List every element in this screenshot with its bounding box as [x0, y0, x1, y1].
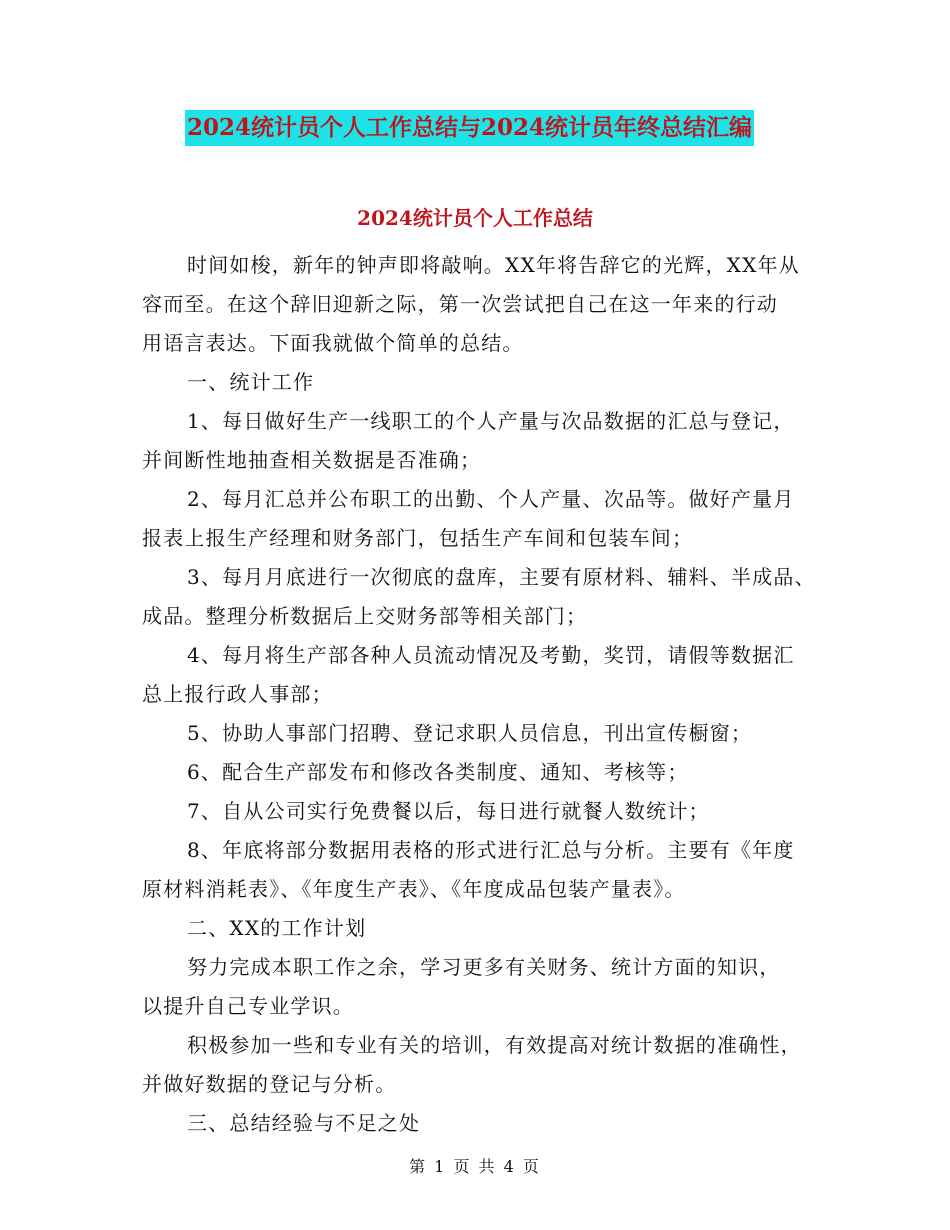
- paragraph-line: 5、协助人事部门招聘、登记求职人员信息，刊出宣传橱窗；: [187, 721, 753, 745]
- paragraph-line: 4、每月将生产部各种人员流动情况及考勤，奖罚，请假等数据汇: [187, 643, 795, 667]
- page-number-footer: 第 1 页 共 4 页: [409, 1157, 541, 1176]
- paragraph-line: 7、自从公司实行免费餐以后，每日进行就餐人数统计；: [187, 799, 710, 823]
- section-heading: 一、统计工作: [187, 370, 315, 394]
- section-title: 2024统计员个人工作总结: [357, 206, 593, 230]
- paragraph-line: 用语言表达。下面我就做个简单的总结。: [142, 331, 524, 355]
- paragraph-line: 2、每月汇总并公布职工的出勤、个人产量、次品等。做好产量月: [187, 487, 795, 511]
- paragraph-line: 容而至。在这个辞旧迎新之际，第一次尝试把自己在这一年来的行动: [142, 292, 778, 316]
- paragraph-line: 成品。整理分析数据后上交财务部等相关部门；: [142, 604, 588, 628]
- paragraph-line: 并做好数据的登记与分析。: [142, 1072, 397, 1096]
- paragraph-line: 6、配合生产部发布和修改各类制度、通知、考核等；: [187, 760, 689, 784]
- paragraph-line: 总上报行政人事部；: [142, 682, 333, 706]
- paragraph-line: 努力完成本职工作之余，学习更多有关财务、统计方面的知识，: [187, 955, 781, 979]
- paragraph-line: 时间如梭，新年的钟声即将敲响。XX年将告辞它的光辉，XX年从: [187, 253, 800, 277]
- paragraph-line: 1、每日做好生产一线职工的个人产量与次品数据的汇总与登记，: [187, 409, 795, 433]
- paragraph-line: 报表上报生产经理和财务部门，包括生产车间和包装车间；: [142, 526, 694, 550]
- paragraph-line: 以提升自己专业学识。: [142, 994, 354, 1018]
- section-heading: 二、XX的工作计划: [187, 916, 367, 940]
- paragraph-line: 3、每月月底进行一次彻底的盘库，主要有原材料、辅料、半成品、: [187, 565, 816, 589]
- paragraph-line: 原材料消耗表》、《年度生产表》、《年度成品包装产量表》。: [142, 877, 686, 901]
- paragraph-line: 并间断性地抽查相关数据是否准确；: [142, 448, 482, 472]
- paragraph-line: 8、年底将部分数据用表格的形式进行汇总与分析。主要有《年度: [187, 838, 795, 862]
- body-text: [142, 246, 822, 1143]
- section-heading: 三、总结经验与不足之处: [187, 1111, 421, 1135]
- paragraph-line: 积极参加一些和专业有关的培训，有效提高对统计数据的准确性，: [187, 1033, 802, 1057]
- document-title: 2024统计员个人工作总结与2024统计员年终总结汇编: [185, 110, 754, 146]
